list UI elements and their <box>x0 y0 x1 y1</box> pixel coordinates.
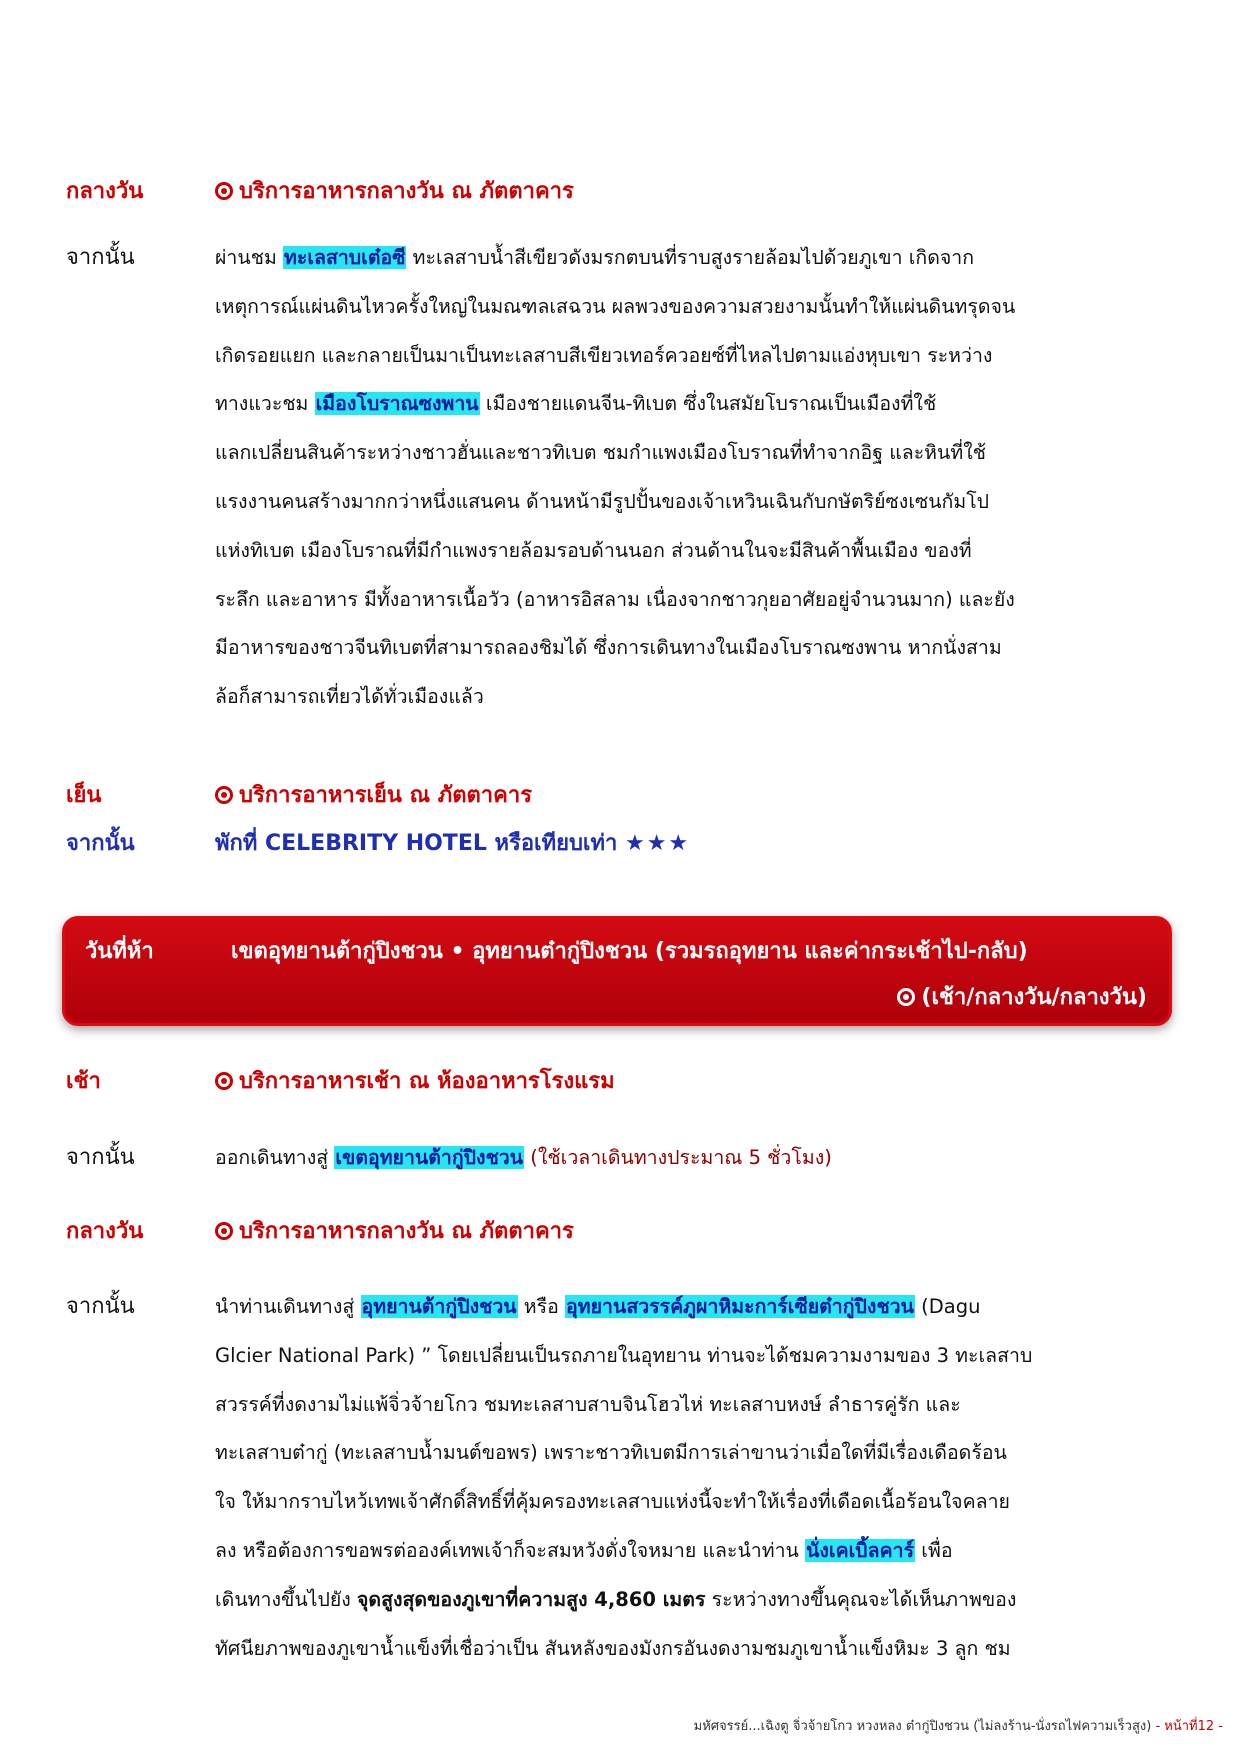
itinerary-paragraph <box>215 234 1170 722</box>
meal-plate-icon <box>215 182 233 200</box>
highlight-destination: นั่งเคเบิ้ลคาร์ <box>806 1538 915 1562</box>
highlight-destination: เมืองโบราณซงพาน <box>315 392 479 416</box>
paragraph-line: มีอาหารของชาวจีนทิเบตที่สามารถลองชิมได้ ซึ่งการเดินทางในเมืองโบราณซงพาน หากนั่งสาม <box>215 636 1002 660</box>
day-label: วันที่ห้า <box>85 939 154 964</box>
paragraph-line: ทางแวะชม เมืองโบราณซงพาน เมืองชายแดนจีน-ทิเบต ซึ่งในสมัยโบราณเป็นเมืองที่ใช้ <box>215 392 937 416</box>
paragraph-line: แห่งทิเบต เมืองโบราณที่มีกำแพงรายล้อมรอบด้านนอก ส่วนด้านในจะมีสินค้าพื้นเมือง ของที่ <box>215 538 972 562</box>
paragraph-line: ล้อก็สามารถเที่ยวได้ทั่วเมืองแล้ว <box>215 685 484 709</box>
paragraph-line: ผ่านชม ทะเลสาบเต๋อซี ทะเลสาบน้ำสีเขียวดังมรกตบนที่ราบสูงรายล้อมไปด้วยภูเขา เกิดจาก <box>215 246 975 269</box>
time-label: จากนั้น <box>66 245 135 270</box>
time-label: กลางวัน <box>66 179 144 204</box>
meal-plate-icon <box>897 988 915 1006</box>
paragraph-line: ระลึก และอาหาร มีทั้งอาหารเนื้อวัว (อาหารอิสลาม เนื่องจากชาวกุยอาศัยอยู่จำนวนมาก) และยัง <box>215 587 1015 611</box>
time-label: จากนั้น <box>66 1294 135 1319</box>
time-label: จากนั้น <box>66 1145 135 1170</box>
highlight-destination: อุทยานสวรรค์ภูผาหิมะการ์เซียต๋ากู่ปิงชวน <box>566 1295 914 1318</box>
itinerary-paragraph: นำท่านเดินทางสู่ อุทยานต้ากู่ปิงชวน หรือ อุทยานสวรรค์ภูผาหิมะการ์เซียต๋ากู่ปิงชวน (Dagu Glcier National Park) ” โดยเปลี่ยนเป็นรถภายในอุทยาน ท่านจะได้ชมความงามของ 3 ทะเลสาบ สวรรค์ที่งดงามไม่แพ้จิ่วจ้ายโกว ชมทะเลสาบสาบจินโฮวไห่ ทะเลสาบหงษ์ ลำธารคู่รัก และ ทะเลสาบต๋ากู่ (ทะเลสาบน้ำมนต์ขอพร) เพราะชาวทิเบตมีการเล่าขานว่าเมื่อใดที่มีเรื่องเดือดร้อน ใจ ให้มากราบไหว้เทพเจ้าศักดิ์สิทธิ์ที่คุ้มครองทะเลสาบแห่งนี้จะทำให้เรื่องที่เดือดเนื้อร้อนใจคลาย ลง หรือต้องการขอพรต่อองค์เทพเจ้าก็จะสมหวังดั่งใจหมาย และนำท่าน นั่งเคเบิ้ลคาร์ เพื่อ เดินทางขึ้นไปยัง จุดสูงสุดของภูเขาที่ความสูง 4,860 เมตร ระหว่างทางขึ้นคุณจะได้เห็นภาพของ ทัศนียภาพของภูเขาน้ำแข็งที่เชื่อว่าเป็น สันหลังของมังกรอันงดงามชมภูเขาน้ำแข็งหิมะ 3 ลูก ชม <box>215 1295 1033 1660</box>
paragraph-line: เกิดรอยแยก และกลายเป็นมาเป็นทะเลสาบสีเขียวเทอร์ควอยซ์ที่ไหลไปตามแอ่งหุบเขา ระหว่าง <box>215 343 993 367</box>
time-label: กลางวัน <box>66 1219 144 1244</box>
paragraph-line: แลกเปลี่ยนสินค้าระหว่างชาวฮั่นและชาวทิเบต ชมกำแพงเมืองโบราณที่ทำจากอิฐ และหินที่ใช้ <box>215 441 986 465</box>
meal-text: บริการอาหารกลางวัน ณ ภัตตาคาร <box>215 168 1170 216</box>
meal-text: บริการอาหารกลางวัน ณ ภัตตาคาร <box>215 1208 1170 1256</box>
highlight-destination: อุทยานต้ากู่ปิงชวน <box>361 1295 517 1318</box>
paragraph-line: แรงงานคนสร้างมากกว่าหนึ่งแสนคน ด้านหน้ามีรูปปั้นของเจ้าเหวินเฉินกับกษัตริย์ซงเซนกัมโป <box>215 489 990 513</box>
meal-plate-icon <box>215 1222 233 1240</box>
time-label: เย็น <box>66 783 102 808</box>
page-number: หน้าที่12 - <box>1164 1719 1223 1734</box>
meal-text: บริการอาหารเย็น ณ ภัตตาคาร <box>215 772 1170 820</box>
depart-text: ออกเดินทางสู่ เขตอุทยานต้ากู่ปิงชวน (ใช้เวลาเดินทางประมาณ 5 ชั่วโมง) <box>215 1146 832 1169</box>
hotel-text: พักที่ CELEBRITY HOTEL หรือเทียบเท่า ★★★ <box>215 831 691 856</box>
star-rating-icon: ★★★ <box>624 831 691 856</box>
page-footer: มหัศจรรย์...เฉิงตู จิ่วจ้ายโกว หวงหลง ต๋ากู่ปิงชวน (ไม่ลงร้าน-นั่งรถไฟความเร็วสูง) - หน้าที่12 - <box>693 1719 1223 1734</box>
highlight-destination: ทะเลสาบเต๋อซี <box>284 246 406 269</box>
meal-text: บริการอาหารเช้า ณ ห้องอาหารโรงแรม <box>215 1058 1170 1106</box>
time-label: เช้า <box>66 1069 101 1094</box>
day-meals: (เช้า/กลางวัน/กลางวัน) <box>897 979 1147 1014</box>
time-label: จากนั้น <box>66 831 135 856</box>
day-banner <box>62 916 1172 1026</box>
highlight-destination: เขตอุทยานต้ากู่ปิงชวน <box>335 1146 524 1169</box>
meal-plate-icon <box>215 1072 233 1090</box>
paragraph-line: เหตุการณ์แผ่นดินไหวครั้งใหญ่ในมณฑลเสฉวน ผลพวงของความสวยงามนั้นทำให้แผ่นดินทรุดจน <box>215 294 1016 318</box>
day-title: เขตอุทยานต้ากู่ปิงชวน • อุทยานต๋ากู่ปิงชวน (รวมรถอุทยาน และค่ากระเช้าไป-กลับ) <box>231 939 1028 964</box>
meal-plate-icon <box>215 786 233 804</box>
